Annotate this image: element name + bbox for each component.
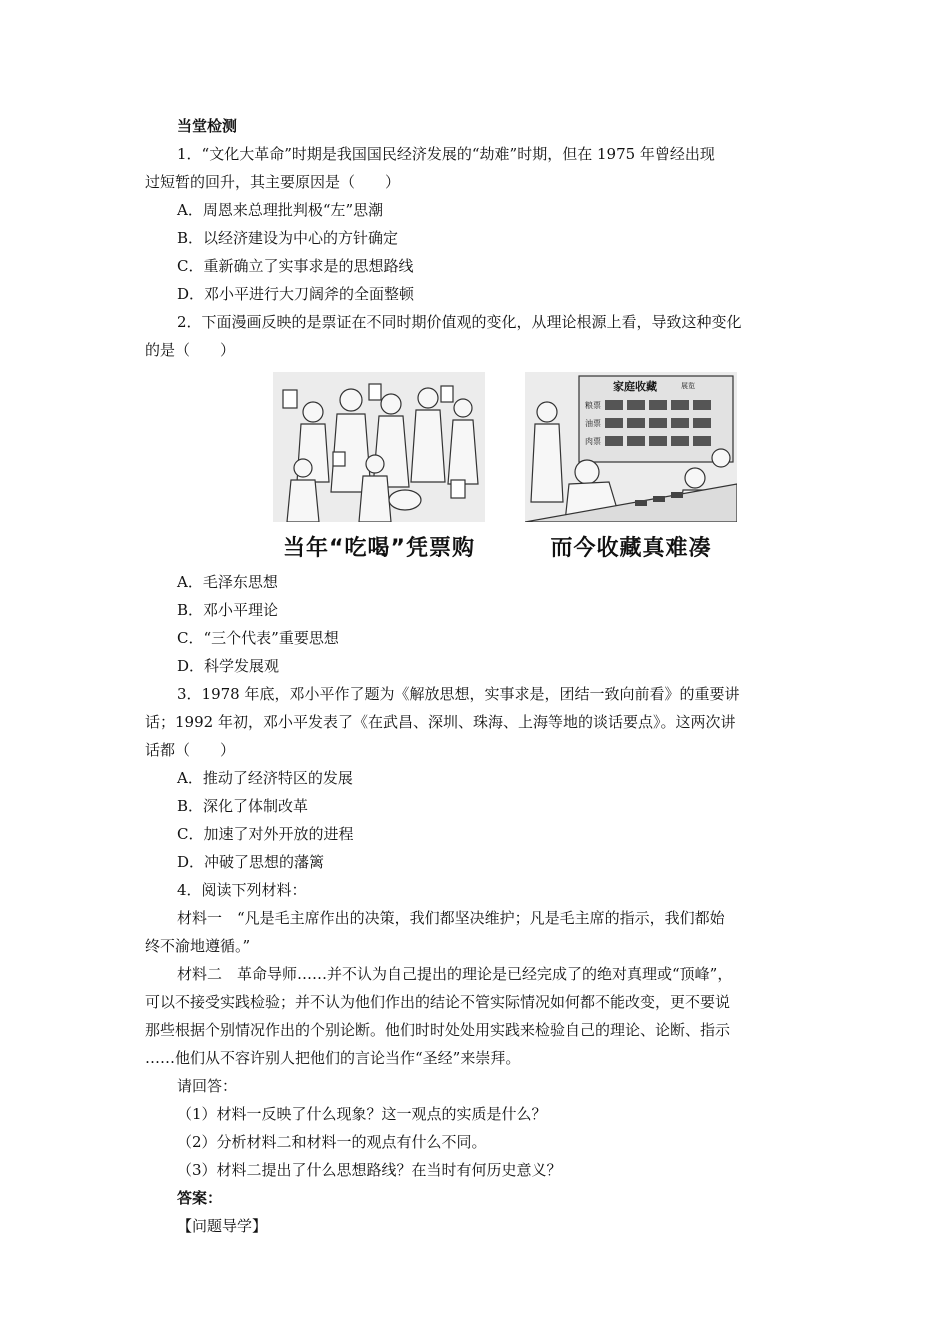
answer-label: 答案： <box>177 1189 223 1207</box>
q4-sub-question-2: （2）分析材料二和材料一的观点有什么不同。 <box>177 1133 487 1151</box>
q1-stem-line2: 过短暂的回升，其主要原因是（ ） <box>145 173 401 191</box>
q4-material1-line1: 材料一 “凡是毛主席作出的决策，我们都坚决维护；凡是毛主席的指示，我们都始 <box>177 909 725 927</box>
section-title: 当堂检测 <box>177 117 238 135</box>
label-meat-coupon: 肉票 <box>585 437 601 446</box>
cartoon-left-caption: 当年“吃喝”凭票购 <box>283 536 475 561</box>
cartoon-coupon-collection <box>525 372 737 562</box>
q1-option-b: B．以经济建设为中心的方针确定 <box>177 229 399 247</box>
crowd-illustration <box>273 372 485 522</box>
q2-option-d: D．科学发展观 <box>177 657 280 675</box>
q3-stem-line1: 3．1978 年底，邓小平作了题为《解放思想，实事求是，团结一致向前看》的重要讲 <box>177 685 740 703</box>
q1-stem-line1: 1．“文化大革命”时期是我国国民经济发展的“劫难”时期，但在 1975 年曾经出现 <box>177 145 715 163</box>
q2-option-c: C．“三个代表”重要思想 <box>177 629 339 647</box>
q4-material2-line2: 可以不接受实践检验；并不认为他们作出的结论不管实际情况如何都不能改变，更不要说 <box>145 993 731 1011</box>
cartoon-ration-coupons <box>273 372 485 562</box>
q1-option-c: C．重新确立了实事求是的思想路线 <box>177 257 414 275</box>
label-grain-coupon: 粮票 <box>585 401 601 410</box>
q3-stem-line3: 话都（ ） <box>145 741 236 759</box>
q3-option-a: A．推动了经济特区的发展 <box>177 769 353 787</box>
q2-stem-line1: 2．下面漫画反映的是票证在不同时期价值观的变化，从理论根源上看，导致这种变化 <box>177 313 742 331</box>
q3-option-c: C．加速了对外开放的进程 <box>177 825 354 843</box>
q4-sub-question-3: （3）材料二提出了什么思想路线？在当时有何历史意义？ <box>177 1161 562 1179</box>
q2-option-a: A．毛泽东思想 <box>177 573 278 591</box>
q4-material2-line3: 那些根据个别情况作出的个别论断。他们时时处处用实践来检验自己的理论、论断、指示 <box>145 1021 731 1039</box>
q1-option-a: A．周恩来总理批判极“左”思潮 <box>177 201 384 219</box>
q3-option-b: B．深化了体制改革 <box>177 797 309 815</box>
collection-sign: 家庭收藏 <box>613 380 657 393</box>
q3-option-d: D．冲破了思想的藩篱 <box>177 853 325 871</box>
q2-stem-line2: 的是（ ） <box>145 341 236 359</box>
q2-option-b: B．邓小平理论 <box>177 601 279 619</box>
q4-stem: 4．阅读下列材料： <box>177 881 307 899</box>
document-page <box>145 112 813 1240</box>
q4-sub-question-1: （1）材料一反映了什么现象？这一观点的实质是什么？ <box>177 1105 547 1123</box>
collection-illustration <box>525 372 737 522</box>
section-guide-heading: 【问题导学】 <box>177 1217 268 1235</box>
q4-material1-line2: 终不渝地遵循。” <box>145 937 251 955</box>
q4-prompt: 请回答： <box>177 1077 238 1095</box>
q4-material2-line1: 材料二 革命导师……并不认为自己提出的理论是已经完成了的绝对真理或“顶峰”， <box>177 965 733 983</box>
label-oil-coupon: 油票 <box>585 419 601 428</box>
q4-material2-line4: ……他们从不容许别人把他们的言论当作“圣经”来崇拜。 <box>145 1049 521 1067</box>
cartoon-right-caption: 而今收藏真难凑 <box>550 536 712 561</box>
q1-option-d: D．邓小平进行大刀阔斧的全面整顿 <box>177 285 415 303</box>
q3-stem-line2: 话；1992 年初，邓小平发表了《在武昌、深圳、珠海、上海等地的谈话要点》。这两次讲 <box>145 713 736 731</box>
collection-sign-small: 展览 <box>681 382 695 390</box>
q2-cartoons <box>273 372 813 562</box>
